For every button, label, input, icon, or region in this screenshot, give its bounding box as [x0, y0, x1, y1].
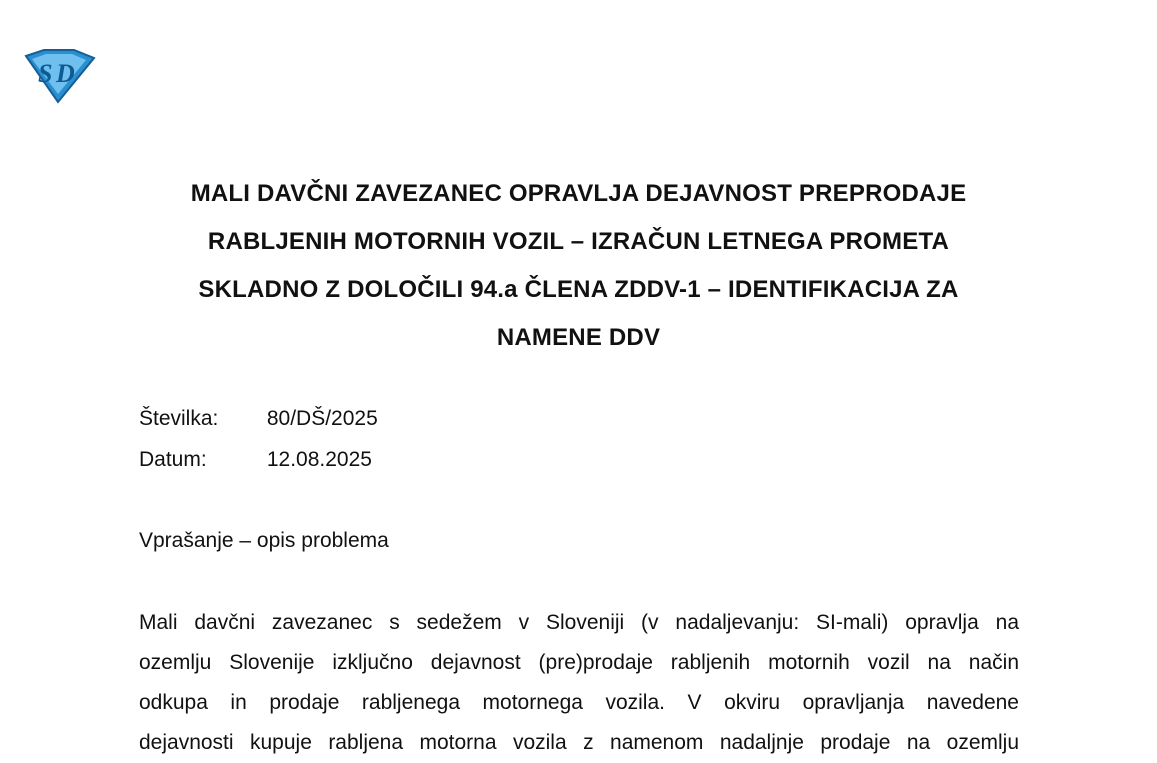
svg-text:S: S: [38, 59, 53, 88]
body-line: ozemlju Slovenije izključno dejavnost (pre)prodaje rabljenih motornih vozil na način: [139, 651, 1019, 674]
date-label: Datum:: [139, 448, 207, 471]
document-meta: [139, 402, 378, 484]
number-value: 80/DŠ/2025: [266, 407, 378, 430]
number-label: Številka:: [139, 407, 219, 430]
document-title: [120, 170, 1037, 362]
title-line: NAMENE DDV: [496, 324, 661, 351]
body-line: odkupa in prodaje rabljenega motornega vozila. V okviru opravljanja navedene: [139, 691, 1019, 714]
body-line: Mali davčni zavezanec s sedežem v Sloveniji (v nadaljevanju: SI-mali) opravlja na: [139, 611, 1019, 634]
number-row: [139, 402, 378, 443]
title-line: RABLJENIH MOTORNIH VOZIL – IZRAČUN LETNEGA PROMETA: [207, 228, 950, 255]
body-line: dejavnosti kupuje rabljena motorna vozila z namenom nadaljnje prodaje na ozemlju: [139, 731, 1019, 754]
date-value: 12.08.2025: [266, 448, 372, 471]
title-line: MALI DAVČNI ZAVEZANEC OPRAVLJA DEJAVNOST PREPRODAJE: [190, 180, 967, 207]
svg-text:D: D: [56, 59, 75, 88]
fds-logo: [22, 48, 96, 104]
section-heading: Vprašanje – opis problema: [139, 529, 389, 552]
date-row: [139, 443, 378, 484]
body-paragraph: [139, 603, 1019, 763]
title-line: SKLADNO Z DOLOČILI 94.a ČLENA ZDDV-1 – IDENTIFIKACIJA ZA: [198, 276, 959, 303]
